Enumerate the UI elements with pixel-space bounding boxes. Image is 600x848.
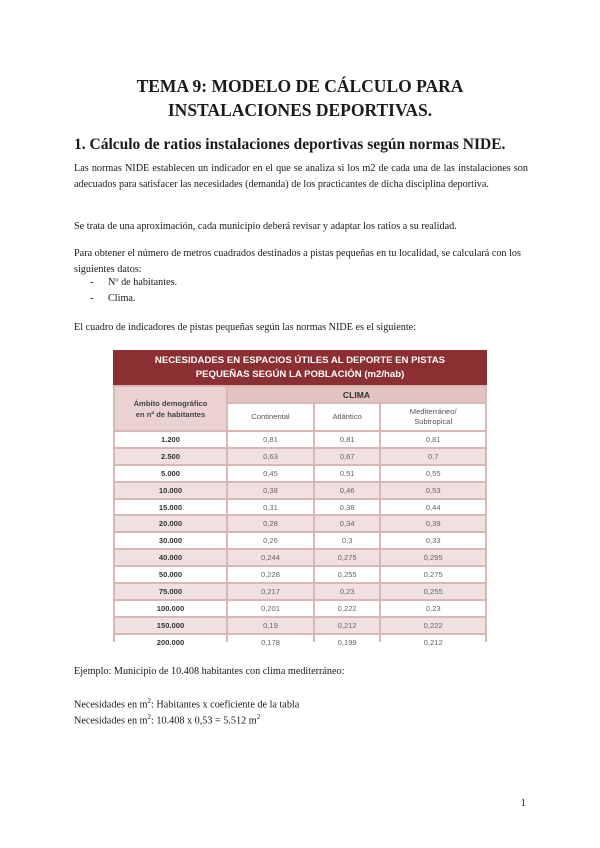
formula-example-prefix: Necesidades en m <box>74 715 148 727</box>
habitantes-cell: 40.000 <box>115 550 226 565</box>
table-title-line-2: PEQUEÑAS SEGÚN LA POBLACIÓN (m2/hab) <box>195 369 405 380</box>
continental-cell: 0,19 <box>228 618 313 633</box>
title-line-2: INSTALACIONES DEPORTIVAS. <box>167 100 433 120</box>
habitantes-cell: 2.500 <box>115 449 226 464</box>
header-mediterraneo-line-1: Mediterráneo/ <box>409 407 457 416</box>
continental-cell: 0,63 <box>228 449 313 464</box>
formula-example-sup: 2 <box>147 713 152 721</box>
mediterraneo-cell: 0,23 <box>381 601 485 616</box>
habitantes-cell: 75.000 <box>115 584 226 599</box>
atlantico-cell: 0,46 <box>315 483 379 498</box>
mediterraneo-cell: 0,7 <box>381 449 485 464</box>
mediterraneo-cell: 0,255 <box>381 584 485 599</box>
habitantes-cell: 100.000 <box>115 601 226 616</box>
formula-example <box>74 709 528 729</box>
habitantes-cell: 1.200 <box>115 432 226 447</box>
mediterraneo-cell: 0,81 <box>381 432 485 447</box>
mediterraneo-cell: 0,44 <box>381 500 485 515</box>
paragraph-intro: Las normas NIDE establecen un indicador en el que se analiza si los m2 de cada una de las instalaciones son adecuados para satisfacer las necesidades (demanda) de los practicantes de dicha disciplina deportiva. <box>74 163 528 190</box>
mediterraneo-cell: 0,39 <box>381 516 485 531</box>
ambito-line-1: Ámbito demográfico <box>133 398 208 408</box>
continental-cell: 0,217 <box>228 584 313 599</box>
table-title <box>113 350 487 385</box>
atlantico-cell: 0,212 <box>315 618 379 633</box>
continental-cell: 0,178 <box>228 635 313 650</box>
table-body <box>115 432 485 650</box>
list-item-text: Clima. <box>108 293 136 304</box>
table-grid <box>113 385 487 652</box>
header-continental: Continental <box>228 404 313 430</box>
table-row <box>115 483 485 498</box>
continental-cell: 0,28 <box>228 516 313 531</box>
title-line-1: TEMA 9: MODELO DE CÁLCULO PARA <box>136 76 464 96</box>
table-row <box>115 466 485 481</box>
formula-general-sup: 2 <box>147 697 152 705</box>
table-row <box>115 567 485 582</box>
list-dash: - <box>90 277 94 288</box>
header-clima: CLIMA <box>228 387 485 402</box>
list-item-text: Nº de habitantes. <box>108 277 178 288</box>
paragraph-data-needed: Para obtener el número de metros cuadrados destinados a pistas pequeñas en tu localidad, se calculará con los siguientes datos: <box>74 248 521 275</box>
atlantico-cell: 0,222 <box>315 601 379 616</box>
list-item <box>90 291 135 307</box>
document-title <box>0 74 600 122</box>
header-atlantico: Atlántico <box>315 404 379 430</box>
habitantes-cell: 15.000 <box>115 500 226 515</box>
mediterraneo-cell: 0,53 <box>381 483 485 498</box>
atlantico-cell: 0,275 <box>315 550 379 565</box>
ambito-line-2: en nº de habitantes <box>135 409 206 419</box>
table-row <box>115 550 485 565</box>
habitantes-cell: 200.000 <box>115 635 226 650</box>
table-row <box>115 601 485 616</box>
header-mediterraneo-line-2: Subtropical <box>414 417 453 426</box>
table-row <box>115 449 485 464</box>
continental-cell: 0,38 <box>228 483 313 498</box>
habitantes-cell: 30.000 <box>115 533 226 548</box>
continental-cell: 0,31 <box>228 500 313 515</box>
habitantes-cell: 20.000 <box>115 516 226 531</box>
continental-cell: 0,26 <box>228 533 313 548</box>
list-item <box>90 275 177 291</box>
mediterraneo-cell: 0,212 <box>381 635 485 650</box>
atlantico-cell: 0,67 <box>315 449 379 464</box>
header-ambito <box>115 387 226 430</box>
mediterraneo-cell: 0,295 <box>381 550 485 565</box>
nide-ratios-table <box>113 350 487 647</box>
mediterraneo-cell: 0,222 <box>381 618 485 633</box>
atlantico-cell: 0,81 <box>315 432 379 447</box>
header-mediterraneo <box>381 404 485 430</box>
mediterraneo-cell: 0,33 <box>381 533 485 548</box>
formula-general-rest: : Habitantes x coeficiente de la tabla <box>151 699 300 711</box>
table-row <box>115 618 485 633</box>
formula-example-sup-result: 2 <box>256 713 261 721</box>
formula-example-rest: : 10.408 x 0,53 = 5.512 m <box>151 715 257 727</box>
mediterraneo-cell: 0,275 <box>381 567 485 582</box>
continental-cell: 0,45 <box>228 466 313 481</box>
formula-general-prefix: Necesidades en m <box>74 699 148 711</box>
section-heading: 1. Cálculo de ratios instalaciones deportivas según normas NIDE. <box>74 136 506 153</box>
table-row <box>115 500 485 515</box>
table-row <box>115 533 485 548</box>
atlantico-cell: 0,38 <box>315 500 379 515</box>
continental-cell: 0,244 <box>228 550 313 565</box>
paragraph-approximation: Se trata de una aproximación, cada municipio deberá revisar y adaptar los ratios a su realidad. <box>74 221 457 232</box>
mediterraneo-cell: 0,55 <box>381 466 485 481</box>
atlantico-cell: 0,34 <box>315 516 379 531</box>
table-row <box>115 432 485 447</box>
table-row <box>115 635 485 650</box>
paragraph-table-intro: El cuadro de indicadores de pistas pequeñas según las normas NIDE es el siguiente: <box>74 322 417 333</box>
atlantico-cell: 0,3 <box>315 533 379 548</box>
continental-cell: 0,228 <box>228 567 313 582</box>
continental-cell: 0,201 <box>228 601 313 616</box>
atlantico-cell: 0,255 <box>315 567 379 582</box>
table-row <box>115 516 485 531</box>
habitantes-cell: 150.000 <box>115 618 226 633</box>
habitantes-cell: 50.000 <box>115 567 226 582</box>
continental-cell: 0,81 <box>228 432 313 447</box>
atlantico-cell: 0,51 <box>315 466 379 481</box>
habitantes-cell: 10.000 <box>115 483 226 498</box>
atlantico-cell: 0,23 <box>315 584 379 599</box>
habitantes-cell: 5.000 <box>115 466 226 481</box>
table-title-line-1: NECESIDADES EN ESPACIOS ÚTILES AL DEPORTE EN PISTAS <box>154 355 446 366</box>
list-dash: - <box>90 293 94 304</box>
page-number: 1 <box>520 797 526 809</box>
table-row <box>115 584 485 599</box>
paragraph-example: Ejemplo: Municipio de 10.408 habitantes con clima mediterráneo: <box>74 666 345 677</box>
atlantico-cell: 0,199 <box>315 635 379 650</box>
